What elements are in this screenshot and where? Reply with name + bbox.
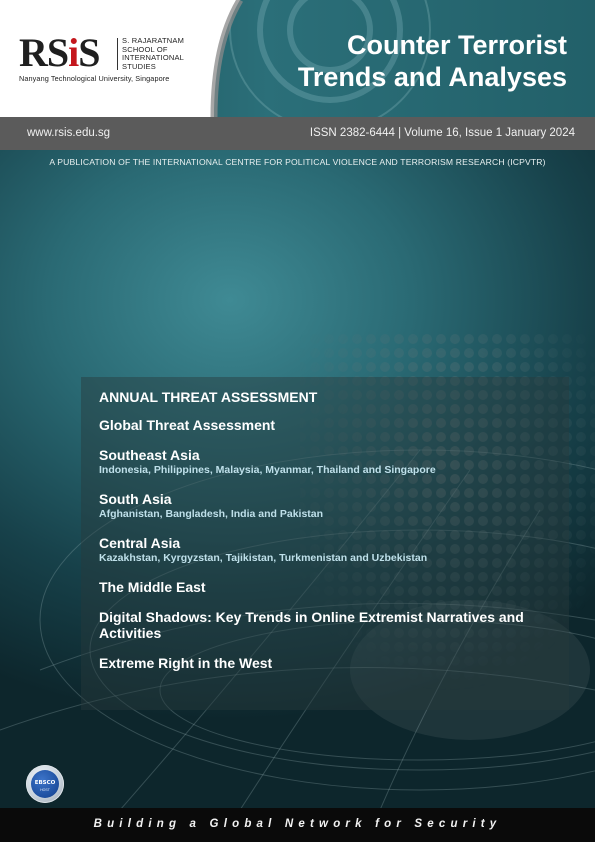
footer-tagline: Building a Global Network for Security (93, 818, 502, 830)
item-title: Southeast Asia (99, 447, 200, 463)
school-name-line: INTERNATIONAL (122, 53, 185, 63)
contents-item (99, 609, 549, 641)
issn-volume-info: ISSN 2382-6444 | Volume 16, Issue 1 January 2024 (309, 127, 575, 139)
item-title: Central Asia (99, 535, 181, 551)
ebsco-sublabel: HOST (40, 788, 50, 792)
journal-title (247, 29, 567, 93)
contents-item (99, 417, 549, 433)
footer-bar (0, 808, 595, 842)
journal-title-line-2: Trends and Analyses (297, 62, 567, 92)
contents-item (99, 655, 549, 671)
website-link[interactable]: www.rsis.edu.sg (27, 127, 111, 139)
item-subtitle: Indonesia, Philippines, Malaysia, Myanmar, Thailand and Singapore (99, 464, 436, 476)
contents-heading: ANNUAL THREAT ASSESSMENT (99, 389, 318, 405)
item-title: South Asia (99, 491, 172, 507)
school-name-line: SCHOOL OF (122, 44, 168, 54)
item-subtitle: Afghanistan, Bangladesh, India and Pakistan (99, 508, 324, 520)
item-title: The Middle East (99, 579, 206, 595)
item-title: Digital Shadows: Key Trends in Online Extremist Narratives and Activities (99, 609, 524, 641)
journal-title-line-1: Counter Terrorist (346, 30, 567, 60)
item-title: Extreme Right in the West (99, 655, 273, 671)
logo-divider (117, 38, 118, 70)
ebsco-label: EBSCO (34, 780, 56, 786)
info-bar (0, 117, 595, 150)
ebsco-badge (26, 765, 64, 803)
masthead (0, 0, 595, 117)
contents-item (99, 447, 549, 477)
school-name-line: STUDIES (122, 61, 156, 71)
university-name: Nanyang Technological University, Singapore (19, 74, 170, 83)
contents-item (99, 579, 549, 595)
school-name (122, 37, 184, 71)
school-name-line: S. RAJARATNAM (122, 36, 185, 45)
item-subtitle: Kazakhstan, Kyrgyzstan, Tajikistan, Turkmenistan and Uzbekistan (99, 552, 428, 564)
contents-panel (81, 377, 569, 710)
rsis-logo: RSiS (19, 30, 100, 75)
ebsco-globe-icon (31, 770, 59, 798)
contents-item (99, 491, 549, 521)
publication-line: A PUBLICATION OF THE INTERNATIONAL CENTRE FOR POLITICAL VIOLENCE AND TERRORISM RESEARCH (ICPVTR) (49, 157, 546, 167)
contents-item (99, 535, 549, 565)
item-title: Global Threat Assessment (99, 417, 276, 433)
